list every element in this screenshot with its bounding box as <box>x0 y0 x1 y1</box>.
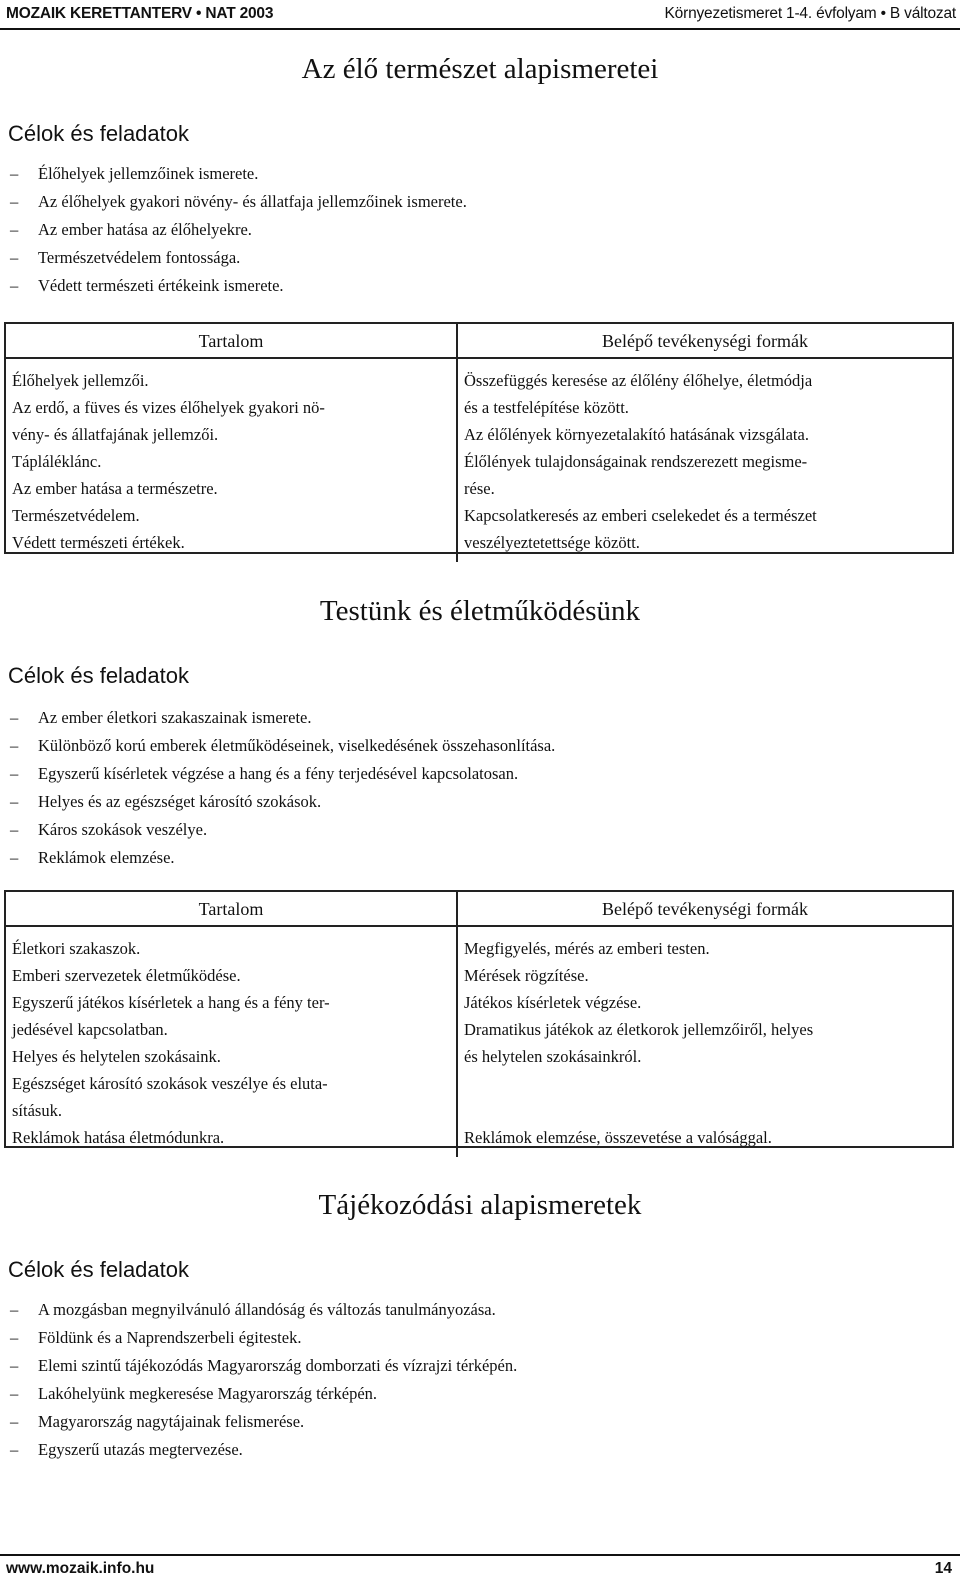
goal-item: – Az ember hatása az élőhelyekre. <box>10 220 252 239</box>
content-table <box>4 890 954 1148</box>
activity-item: Élőlények tulajdonságainak rendszerezett megisme- <box>464 452 808 471</box>
goal-item: – Természetvédelem fontossága. <box>10 248 241 267</box>
footer-website-link[interactable]: www.mozaik.info.hu <box>6 1560 155 1577</box>
content-item: Helyes és helytelen szokásaink. <box>12 1047 221 1066</box>
content-column <box>6 324 456 562</box>
content-heading: Tartalom <box>6 892 456 927</box>
goal-item: – Elemi szintű tájékozódás Magyarország domborzati és vízrajzi térképén. <box>10 1356 518 1375</box>
goal-item: – Különböző korú emberek életműködéseinek, viselkedésének összehasonlítása. <box>10 736 556 755</box>
content-item: Emberi szervezetek életműködése. <box>12 966 241 985</box>
header-series-title: MOZAIK KERETTANTERV • NAT 2003 <box>6 5 274 22</box>
activity-item: Kapcsolatkeresés az emberi cselekedet és a természet <box>464 506 817 525</box>
activity-item: Összefüggés keresése az élőlény élőhelye, életmódja <box>464 371 813 390</box>
goals-heading: Célok és feladatok <box>8 663 189 688</box>
content-item: jedésével kapcsolatban. <box>12 1020 168 1039</box>
activity-item: Mérések rögzítése. <box>464 966 589 985</box>
content-item: Az erdő, a füves és vizes élőhelyek gyakori nö- <box>12 398 325 417</box>
page-footer <box>6 1558 952 1580</box>
content-item: Természetvédelem. <box>12 506 140 525</box>
activity-item: és helytelen szokásainkról. <box>464 1047 642 1066</box>
activities-heading: Belépő tevékenységi formák <box>458 324 952 359</box>
goal-item: – Az élőhelyek gyakori növény- és állatfaja jellemzőinek ismerete. <box>10 192 467 211</box>
activity-item: Megfigyelés, mérés az emberi testen. <box>464 939 710 958</box>
activity-item: Játékos kísérletek végzése. <box>464 993 642 1012</box>
footer-rule <box>0 1554 960 1556</box>
activity-item <box>464 1070 946 1097</box>
goal-item: – Reklámok elemzése. <box>10 848 175 867</box>
content-table <box>4 322 954 554</box>
content-column <box>6 892 456 1157</box>
activity-item: rése. <box>464 479 495 498</box>
content-item: Élőhelyek jellemzői. <box>12 371 149 390</box>
activities-column <box>456 324 952 562</box>
goal-item: – Az ember életkori szakaszainak ismerete. <box>10 708 312 727</box>
content-item: vény- és állatfajának jellemzői. <box>12 425 219 444</box>
page-header <box>6 2 956 26</box>
goals-list <box>10 1296 517 1464</box>
content-item: sításuk. <box>12 1101 62 1120</box>
goal-item: – Lakóhelyünk megkeresése Magyarország térképén. <box>10 1384 378 1403</box>
goals-list <box>10 704 555 872</box>
content-heading: Tartalom <box>6 324 456 359</box>
section-title: Tájékozódási alapismeretek <box>318 1189 642 1221</box>
section-title: Testünk és életműködésünk <box>319 595 641 627</box>
goal-item: – Egyszerű utazás megtervezése. <box>10 1440 243 1459</box>
goal-item: – Káros szokások veszélye. <box>10 820 208 839</box>
activities-column <box>456 892 952 1157</box>
content-item: Egyszerű játékos kísérletek a hang és a fény ter- <box>12 993 330 1012</box>
section-title: Az élő természet alapismeretei <box>301 53 659 85</box>
goals-list <box>10 160 467 300</box>
content-item: Reklámok hatása életmódunkra. <box>12 1128 225 1147</box>
content-item: Az ember hatása a természetre. <box>12 479 218 498</box>
header-subject-title: Környezetismeret 1-4. évfolyam • B változat <box>664 5 956 22</box>
goal-item: – Helyes és az egészséget károsító szokások. <box>10 792 322 811</box>
header-rule <box>0 28 960 30</box>
activity-item: Az élőlények környezetalakító hatásának vizsgálata. <box>464 425 809 444</box>
activity-item: veszélyeztetettsége között. <box>464 533 640 552</box>
content-item: Tápláléklánc. <box>12 452 102 471</box>
goal-item: – Védett természeti értékeink ismerete. <box>10 276 284 295</box>
goals-heading: Célok és feladatok <box>8 121 189 146</box>
goal-item: – Egyszerű kísérletek végzése a hang és a fény terjedésével kapcsolatosan. <box>10 764 519 783</box>
content-item: Életkori szakaszok. <box>12 939 141 958</box>
content-item: Egészséget károsító szokások veszélye és eluta- <box>12 1074 328 1093</box>
goal-item: – A mozgásban megnyilvánuló állandóság és változás tanulmányozása. <box>10 1300 496 1319</box>
activity-item: Dramatikus játékok az életkorok jellemzőiről, helyes <box>464 1020 814 1039</box>
activity-item: Reklámok elemzése, összevetése a valósággal. <box>464 1128 772 1147</box>
activity-item: és a testfelépítése között. <box>464 398 629 417</box>
page-number: 14 <box>934 1560 952 1577</box>
goal-item: – Élőhelyek jellemzőinek ismerete. <box>10 164 259 183</box>
activity-item <box>464 1097 946 1124</box>
goal-item: – Földünk és a Naprendszerbeli égitestek. <box>10 1328 302 1347</box>
activities-heading: Belépő tevékenységi formák <box>458 892 952 927</box>
goals-heading: Célok és feladatok <box>8 1257 189 1282</box>
content-item: Védett természeti értékek. <box>12 533 185 552</box>
goal-item: – Magyarország nagytájainak felismerése. <box>10 1412 305 1431</box>
